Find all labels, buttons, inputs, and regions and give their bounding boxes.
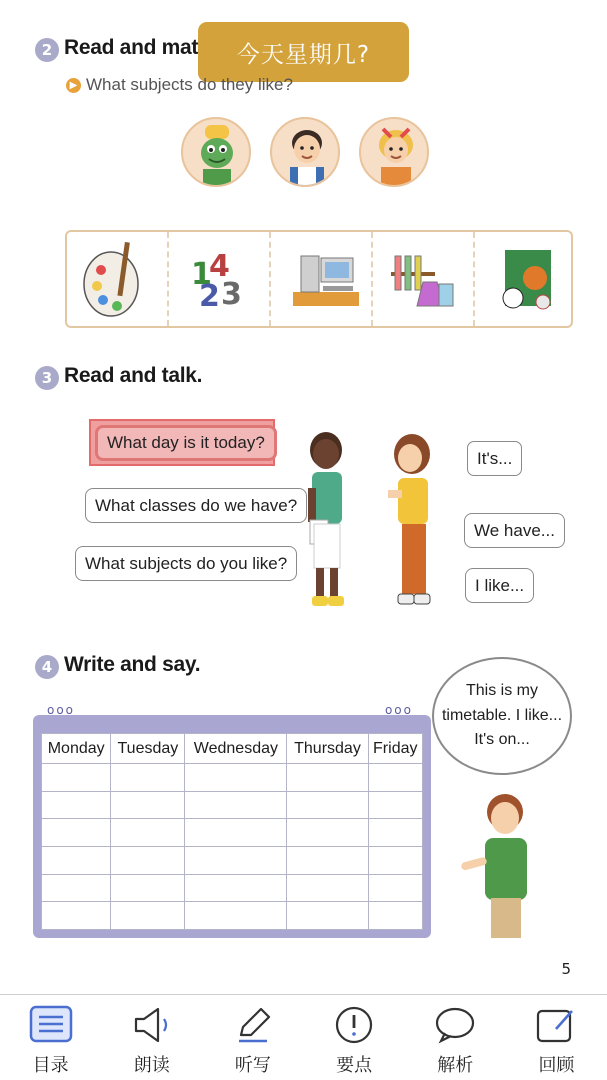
tab-label: 听写 bbox=[234, 1055, 271, 1076]
avatar-dino bbox=[181, 117, 251, 187]
tab-review[interactable] bbox=[506, 995, 607, 1080]
timetable-row bbox=[42, 791, 423, 819]
timetable-day-header: Thursday bbox=[287, 734, 368, 764]
binder-rings-right-icon: ooo bbox=[384, 703, 413, 717]
question-bubble-subjects[interactable]: What subjects do you like? bbox=[75, 546, 297, 581]
section-4-title: Write and say. bbox=[64, 653, 201, 676]
speech-bubble[interactable] bbox=[432, 657, 572, 775]
speaker-icon bbox=[130, 1005, 174, 1045]
sports-balls-icon bbox=[475, 232, 575, 326]
tab-contents[interactable] bbox=[0, 995, 101, 1080]
timetable-day-header: Tuesday bbox=[111, 734, 185, 764]
speech-line: timetable. I like... bbox=[441, 706, 563, 724]
boy-illustration bbox=[272, 119, 340, 187]
girl-character-illustration bbox=[382, 430, 442, 616]
timetable-day-header: Friday bbox=[368, 734, 422, 764]
subjects-strip bbox=[65, 230, 573, 328]
girl-illustration bbox=[361, 119, 429, 187]
boy-character-illustration bbox=[298, 428, 358, 614]
timetable-grid bbox=[41, 733, 423, 930]
tab-label: 朗读 bbox=[133, 1055, 170, 1076]
subject-computer bbox=[271, 232, 373, 326]
section-2-number: 2 bbox=[35, 38, 59, 62]
subject-pe bbox=[475, 232, 575, 326]
test-tubes-icon bbox=[373, 232, 473, 326]
timetable-day-header: Monday bbox=[42, 734, 111, 764]
svg-text:4: 4 bbox=[209, 249, 230, 284]
answer-bubble-subjects[interactable]: I like... bbox=[465, 568, 534, 603]
section-2-title: Read and mat bbox=[64, 36, 199, 59]
section-4-number: 4 bbox=[35, 655, 59, 679]
section-2-question bbox=[66, 75, 293, 95]
speech-line: This is my bbox=[466, 681, 538, 699]
answer-bubble-day[interactable]: It's... bbox=[467, 441, 522, 476]
speech-line: It's on... bbox=[474, 731, 530, 749]
tab-label: 目录 bbox=[32, 1055, 69, 1076]
timetable-row bbox=[42, 819, 423, 847]
teacher-character-illustration bbox=[455, 790, 550, 940]
palette-icon bbox=[67, 232, 167, 326]
timetable-row bbox=[42, 764, 423, 792]
tab-key-points[interactable] bbox=[304, 995, 405, 1080]
dino-illustration bbox=[183, 119, 251, 187]
section-3-title: Read and talk. bbox=[64, 364, 203, 387]
answer-bubble-classes[interactable]: We have... bbox=[464, 513, 565, 548]
svg-text:2: 2 bbox=[199, 279, 220, 314]
arrow-bullet-icon: ▶ bbox=[66, 78, 81, 93]
subject-science bbox=[373, 232, 475, 326]
numbers-icon bbox=[169, 232, 269, 326]
timetable bbox=[33, 703, 431, 938]
tab-label: 要点 bbox=[336, 1055, 373, 1076]
computer-icon bbox=[271, 232, 371, 326]
section-3-number: 3 bbox=[35, 366, 59, 390]
subject-art bbox=[67, 232, 169, 326]
exclamation-icon bbox=[332, 1005, 376, 1045]
section-2-question-text: What subjects do they like? bbox=[86, 75, 293, 94]
tab-label: 解析 bbox=[437, 1055, 474, 1076]
tab-dictation[interactable] bbox=[202, 995, 303, 1080]
timetable-row bbox=[42, 902, 423, 930]
review-edit-icon bbox=[534, 1005, 578, 1045]
page-number: 5 bbox=[561, 960, 571, 978]
menu-list-icon bbox=[29, 1005, 73, 1045]
timetable-day-header: Wednesday bbox=[185, 734, 287, 764]
question-bubble-day[interactable]: What day is it today? bbox=[95, 425, 277, 461]
timetable-row bbox=[42, 874, 423, 902]
avatar-boy bbox=[270, 117, 340, 187]
chat-bubble-icon bbox=[433, 1005, 477, 1045]
bottom-toolbar bbox=[0, 994, 607, 1080]
question-bubble-classes[interactable]: What classes do we have? bbox=[85, 488, 307, 523]
svg-text:3: 3 bbox=[221, 277, 242, 312]
translation-tooltip: 今天星期几? bbox=[198, 22, 409, 82]
binder-rings-left-icon: ooo bbox=[47, 703, 76, 717]
svg-text:1: 1 bbox=[191, 257, 212, 292]
avatar-girl bbox=[359, 117, 429, 187]
subject-math bbox=[169, 232, 271, 326]
tab-label: 回顾 bbox=[538, 1055, 575, 1076]
timetable-row bbox=[42, 846, 423, 874]
tab-read-aloud[interactable] bbox=[101, 995, 202, 1080]
tab-analysis[interactable] bbox=[405, 995, 506, 1080]
pencil-icon bbox=[231, 1005, 275, 1045]
